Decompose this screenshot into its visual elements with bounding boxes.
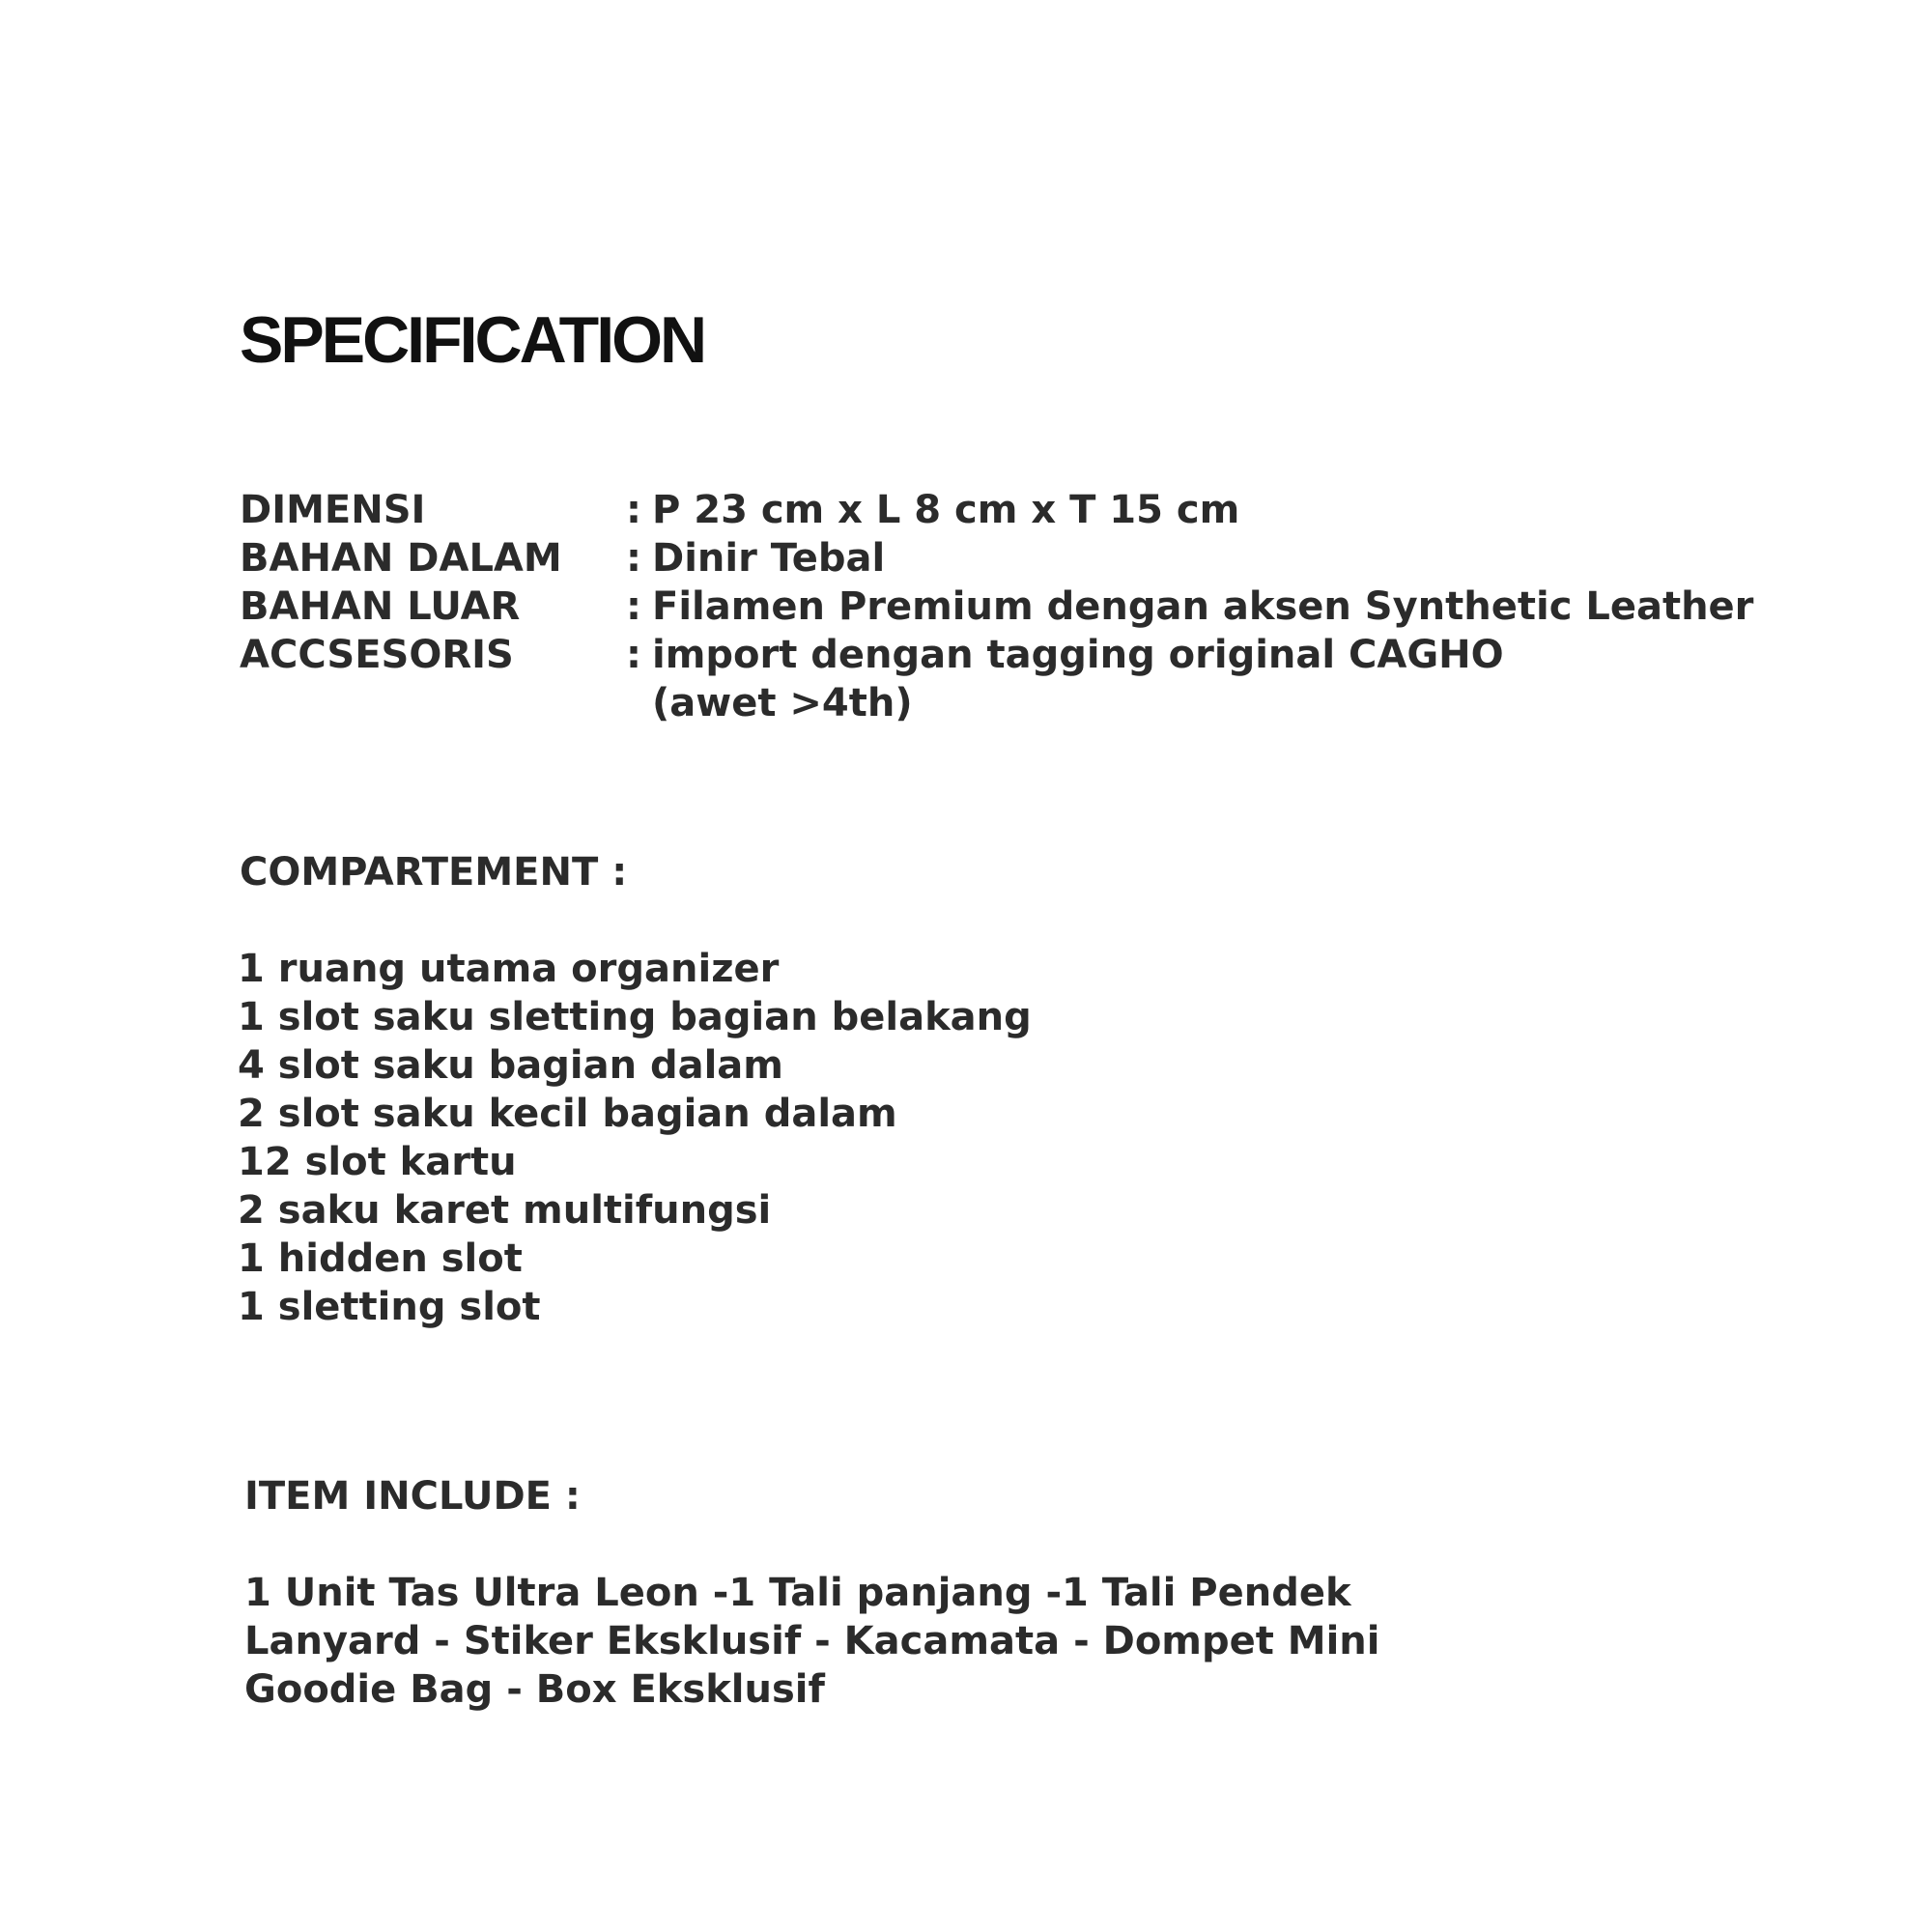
spec-value-lines	[652, 582, 1753, 631]
spec-label: ACCSESORIS	[240, 633, 514, 677]
spec-value	[626, 486, 1239, 534]
spec-label: BAHAN LUAR	[240, 584, 521, 629]
compartment-list	[238, 945, 1032, 1331]
spec-colon: :	[626, 633, 641, 677]
spec-row-bahan-luar	[240, 582, 1753, 631]
item-include-heading: ITEM INCLUDE :	[244, 1474, 581, 1519]
item-include-list	[244, 1569, 1380, 1714]
list-item: 2 saku karet multifungsi	[238, 1188, 772, 1233]
spec-value-line: P 23 cm x L 8 cm x T 15 cm	[652, 488, 1240, 532]
spec-value-lines	[652, 631, 1504, 727]
spec-value	[626, 534, 885, 582]
list-item: 4 slot saku bagian dalam	[238, 1043, 783, 1088]
spec-colon: :	[626, 536, 641, 581]
list-item: 1 slot saku sletting bagian belakang	[238, 995, 1032, 1039]
spec-colon: :	[626, 488, 641, 532]
list-item: 2 slot saku kecil bagian dalam	[238, 1092, 897, 1136]
spec-value	[626, 582, 1753, 631]
list-item: Lanyard - Stiker Eksklusif - Kacamata - Dompet Mini	[244, 1619, 1380, 1663]
list-item: 12 slot kartu	[238, 1140, 517, 1184]
spec-colon: :	[626, 584, 641, 629]
spec-value-lines	[652, 486, 1239, 534]
list-item: 1 Unit Tas Ultra Leon -1 Tali panjang -1 Tali Pendek	[244, 1571, 1351, 1615]
spec-label: DIMENSI	[240, 488, 426, 532]
spec-value-line: (awet >4th)	[652, 681, 913, 725]
list-item: 1 sletting slot	[238, 1285, 541, 1329]
page-title: SPECIFICATION	[240, 303, 705, 377]
spec-row-accsesoris	[240, 631, 1753, 727]
compartment-heading: COMPARTEMENT :	[240, 850, 628, 895]
spec-value-line: import dengan tagging original CAGHO	[652, 633, 1504, 677]
list-item: Goodie Bag - Box Eksklusif	[244, 1667, 825, 1712]
spec-label: BAHAN DALAM	[240, 536, 562, 581]
spec-row-dimensi	[240, 486, 1753, 534]
specification-table	[240, 486, 1753, 727]
spec-value-lines	[652, 534, 885, 582]
spec-value-line: Dinir Tebal	[652, 536, 886, 581]
list-item: 1 ruang utama organizer	[238, 947, 780, 991]
spec-value-line: Filamen Premium dengan aksen Synthetic Leather	[652, 584, 1754, 629]
spec-row-bahan-dalam	[240, 534, 1753, 582]
spec-value	[626, 631, 1504, 727]
list-item: 1 hidden slot	[238, 1236, 523, 1281]
